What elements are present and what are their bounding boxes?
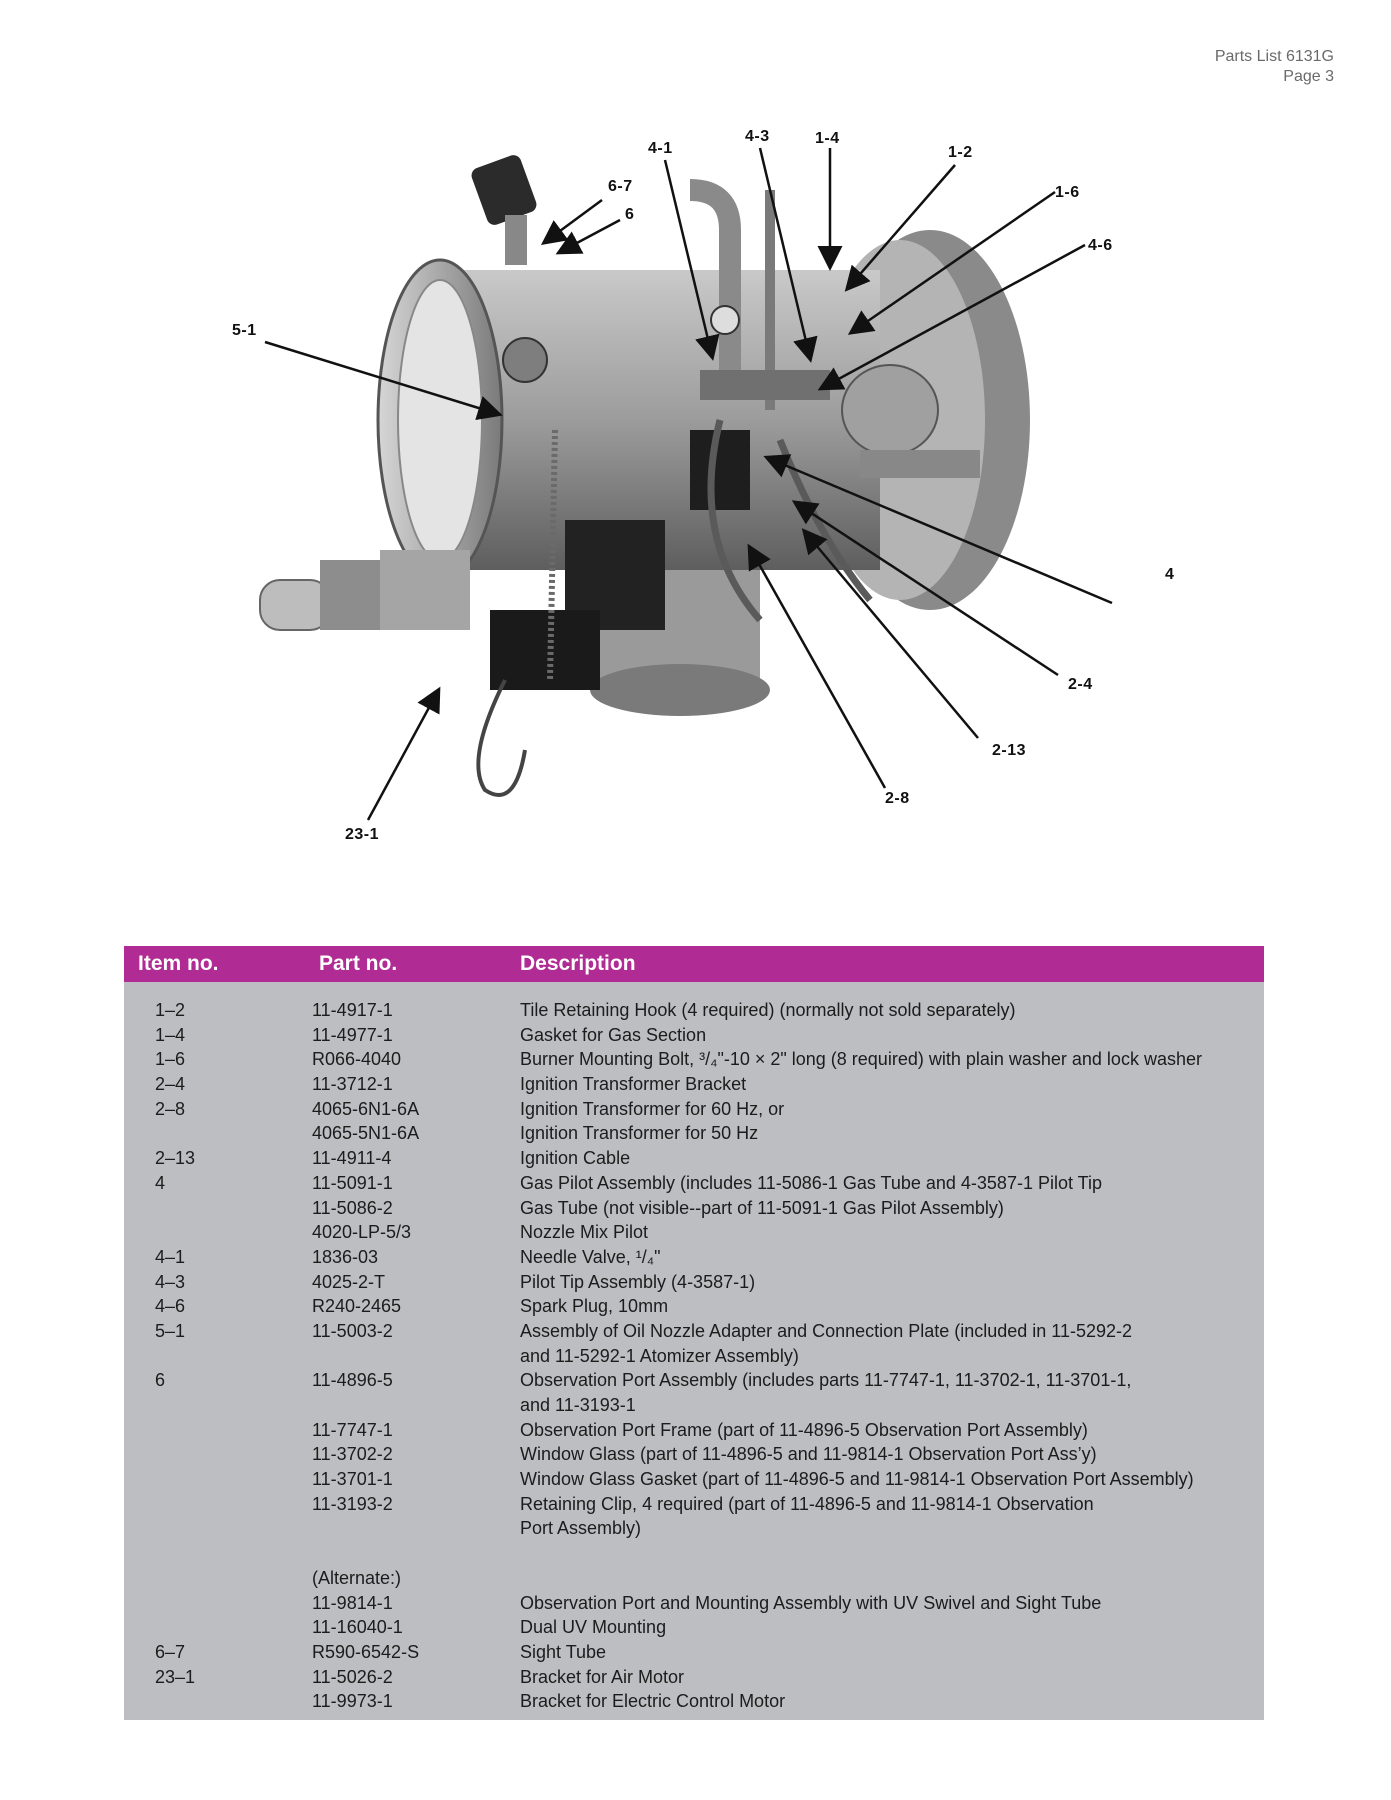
part-number: 11-5026-2	[312, 1666, 393, 1687]
header-item-no: Item no.	[138, 952, 219, 975]
description: Gas Pilot Assembly (includes 11-5086-1 Gas Tube and 4-3587-1 Pilot Tip	[520, 1172, 1102, 1193]
description: Bracket for Electric Control Motor	[520, 1691, 786, 1712]
part-number: 4020-LP-5/3	[312, 1222, 412, 1243]
callout-4-6: 4-6	[1088, 237, 1113, 254]
item-number: 1–6	[155, 1049, 186, 1070]
table-row	[124, 1344, 1264, 1369]
table-row	[124, 1689, 1264, 1714]
table-row	[124, 1023, 1264, 1048]
part-number: 11-5003-2	[312, 1320, 393, 1341]
item-number: 2–13	[155, 1148, 196, 1169]
table-row	[124, 1294, 1264, 1319]
item-number: 23–1	[155, 1666, 196, 1687]
callout-1-4: 1-4	[815, 130, 840, 147]
table-row	[124, 1072, 1264, 1097]
description: Needle Valve, ¹/₄"	[520, 1246, 661, 1267]
part-number: 11-3702-2	[312, 1444, 393, 1465]
part-number: 11-9973-1	[312, 1691, 393, 1712]
part-number: 11-3712-1	[312, 1074, 393, 1095]
part-number: 11-3701-1	[312, 1469, 393, 1490]
description: Assembly of Oil Nozzle Adapter and Connection Plate (included in 11-5292-2	[520, 1320, 1133, 1341]
description: Gas Tube (not visible--part of 11-5091-1 Gas Pilot Assembly)	[520, 1197, 1004, 1218]
item-number: 2–4	[155, 1074, 186, 1095]
table-row	[124, 1492, 1264, 1517]
parts-list-number: Parts List 6131G	[1214, 48, 1334, 65]
item-number: 6	[155, 1370, 166, 1391]
description: and 11-3193-1	[520, 1395, 636, 1415]
description: Sight Tube	[520, 1641, 607, 1662]
part-number: (Alternate:)	[312, 1567, 402, 1588]
callout-2-8: 2-8	[885, 790, 910, 807]
item-number: 1–2	[155, 1000, 186, 1020]
page-reference	[1215, 47, 1334, 87]
description: Ignition Transformer for 60 Hz, or	[520, 1098, 785, 1119]
item-number: 5–1	[155, 1320, 186, 1341]
description: Dual UV Mounting	[520, 1617, 667, 1638]
table-row	[124, 1467, 1264, 1492]
item-number: 4	[155, 1172, 166, 1193]
description: Observation Port Frame (part of 11-4896-5 Observation Port Assembly)	[520, 1419, 1088, 1440]
item-number: 2–8	[155, 1098, 186, 1119]
table-row	[124, 1270, 1264, 1295]
item-number: 1–4	[155, 1024, 186, 1045]
table-row	[124, 1640, 1264, 1665]
callout-6-7: 6-7	[608, 178, 633, 195]
part-number: 1836-03	[312, 1246, 379, 1267]
description: Window Glass Gasket (part of 11-4896-5 and 11-9814-1 Observation Port Assembly)	[520, 1469, 1194, 1490]
parts-table	[124, 946, 1264, 1720]
table-row	[124, 1566, 1264, 1591]
description: Ignition Cable	[520, 1148, 631, 1169]
description: Ignition Transformer for 50 Hz	[520, 1123, 759, 1144]
callout-4: 4	[1165, 566, 1175, 583]
table-row	[124, 1220, 1264, 1245]
part-number: 11-4896-5	[312, 1370, 393, 1391]
table-row	[124, 1319, 1264, 1344]
table-row	[124, 1097, 1264, 1122]
description: Window Glass (part of 11-4896-5 and 11-9814-1 Observation Port Ass’y)	[520, 1444, 1097, 1465]
burner-assembly-figure	[0, 120, 1391, 920]
description: and 11-5292-1 Atomizer Assembly)	[520, 1345, 799, 1366]
description: Retaining Clip, 4 required (part of 11-4896-5 and 11-9814-1 Observation	[520, 1493, 1094, 1514]
callout-6: 6	[625, 206, 635, 223]
description: Observation Port and Mounting Assembly with UV Swivel and Sight Tube	[520, 1592, 1102, 1613]
callout-2-4: 2-4	[1068, 676, 1093, 693]
item-number: 4–3	[155, 1271, 186, 1292]
table-row	[124, 1442, 1264, 1467]
description: Tile Retaining Hook (4 required) (normally not sold separately)	[520, 1000, 1016, 1020]
table-row	[124, 1516, 1264, 1541]
description: Nozzle Mix Pilot	[520, 1222, 649, 1243]
part-number: 4065-6N1-6A	[312, 1098, 420, 1119]
description: Pilot Tip Assembly (4-3587-1)	[520, 1271, 756, 1292]
part-number: 11-4917-1	[312, 1000, 393, 1020]
description: Port Assembly)	[520, 1518, 642, 1539]
table-row	[124, 1196, 1264, 1221]
table-row	[124, 998, 1264, 1023]
header-part-no: Part no.	[319, 952, 398, 975]
part-number: 11-5091-1	[312, 1172, 393, 1193]
table-header	[124, 946, 1264, 982]
part-number: 11-7747-1	[312, 1419, 393, 1440]
callout-2-13: 2-13	[992, 742, 1027, 759]
table-row	[124, 1615, 1264, 1640]
callout-4-1: 4-1	[648, 140, 673, 157]
table-row	[124, 1047, 1264, 1072]
part-number: 11-3193-2	[312, 1493, 393, 1514]
table-row	[124, 1393, 1264, 1418]
description: Gasket for Gas Section	[520, 1024, 707, 1045]
table-row	[124, 1245, 1264, 1270]
callout-5-1: 5-1	[232, 322, 257, 339]
part-number: 11-9814-1	[312, 1592, 393, 1613]
callout-1-6: 1-6	[1055, 184, 1080, 201]
description: Burner Mounting Bolt, ³/₄"-10 × 2" long (8 required) with plain washer and lock washer	[520, 1049, 1202, 1070]
page-number: Page 3	[1283, 68, 1334, 85]
part-number: 11-5086-2	[312, 1197, 393, 1218]
table-body	[124, 998, 1264, 1714]
header-description: Description	[520, 952, 636, 975]
table-row	[124, 1121, 1264, 1146]
part-number: R240-2465	[312, 1296, 402, 1317]
description: Ignition Transformer Bracket	[520, 1074, 747, 1095]
description: Bracket for Air Motor	[520, 1666, 685, 1687]
table-row	[124, 1665, 1264, 1690]
table-row	[124, 1541, 1264, 1566]
table-row	[124, 1591, 1264, 1616]
part-number: 11-4977-1	[312, 1024, 393, 1045]
item-number: 6–7	[155, 1641, 186, 1662]
part-number: 11-16040-1	[312, 1617, 403, 1638]
item-number: 4–6	[155, 1296, 186, 1317]
burner-illustration	[0, 120, 1391, 920]
part-number: 4025-2-T	[312, 1271, 386, 1292]
part-number: 11-4911-4	[312, 1148, 392, 1169]
part-number: 4065-5N1-6A	[312, 1123, 420, 1144]
table-row	[124, 1368, 1264, 1393]
description: Observation Port Assembly (includes parts 11-7747-1, 11-3702-1, 11-3701-1,	[520, 1370, 1132, 1391]
description: Spark Plug, 10mm	[520, 1296, 669, 1317]
part-number: R066-4040	[312, 1049, 402, 1070]
callout-23-1: 23-1	[345, 826, 380, 843]
table-row	[124, 1146, 1264, 1171]
item-number: 4–1	[155, 1246, 186, 1267]
callout-4-3: 4-3	[745, 128, 770, 145]
table-row	[124, 1418, 1264, 1443]
table-row	[124, 1171, 1264, 1196]
callout-1-2: 1-2	[948, 144, 973, 161]
part-number: R590-6542-S	[312, 1641, 420, 1662]
